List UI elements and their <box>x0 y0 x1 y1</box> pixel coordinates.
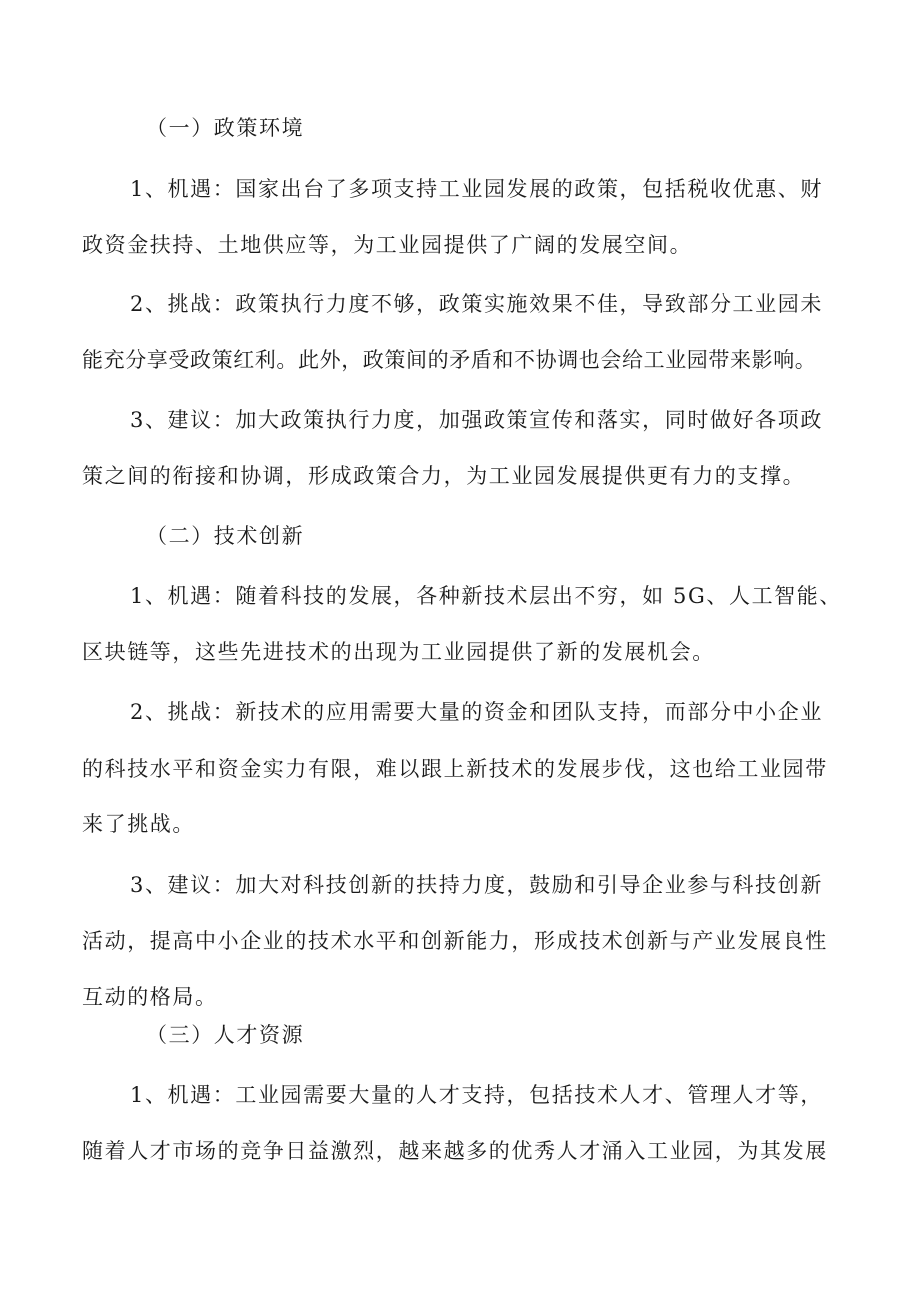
paragraph-line: 能充分享受政策红利。此外，政策间的矛盾和不协调也会给工业园带来影响。 <box>82 348 817 372</box>
paragraph-line: 2、挑战：政策执行力度不够，政策实施效果不佳，导致部分工业园未 <box>130 292 823 316</box>
paragraph-line: 3、建议：加大政策执行力度，加强政策宣传和落实，同时做好各项政 <box>130 408 823 432</box>
paragraph-line: 区块链等，这些先进技术的出现为工业园提供了新的发展机会。 <box>82 640 715 664</box>
paragraph-line: 随着人才市场的竞争日益激烈，越来越多的优秀人才涌入工业园，为其发展 <box>82 1139 828 1163</box>
paragraph-line: 活动，提高中小企业的技术水平和创新能力，形成技术创新与产业发展良性 <box>82 929 828 953</box>
paragraph-line: 1、机遇：工业园需要大量的人才支持，包括技术人才、管理人才等， <box>130 1083 823 1107</box>
paragraph-line: 2、挑战：新技术的应用需要大量的资金和团队支持，而部分中小企业 <box>130 700 823 724</box>
section-heading: （三）人才资源 <box>146 1023 305 1047</box>
paragraph-line: 策之间的衔接和协调，形成政策合力，为工业园发展提供更有力的支撑。 <box>82 464 806 488</box>
paragraph-line: 的科技水平和资金实力有限，难以跟上新技术的发展步伐，这也给工业园带 <box>82 757 828 781</box>
paragraph-line: 政资金扶持、土地供应等，为工业园提供了广阔的发展空间。 <box>82 233 693 257</box>
section-heading: （二）技术创新 <box>146 524 305 548</box>
section-heading: （一）政策环境 <box>146 116 305 140</box>
paragraph-line: 1、机遇：国家出台了多项支持工业园发展的政策，包括税收优惠、财 <box>130 177 823 201</box>
paragraph-line: 1、机遇：随着科技的发展，各种新技术层出不穷，如 5G、人工智能、 <box>130 584 842 608</box>
paragraph-line: 互动的格局。 <box>82 985 218 1009</box>
paragraph-line: 3、建议：加大对科技创新的扶持力度，鼓励和引导企业参与科技创新 <box>130 873 823 897</box>
paragraph-line: 来了挑战。 <box>82 812 195 836</box>
